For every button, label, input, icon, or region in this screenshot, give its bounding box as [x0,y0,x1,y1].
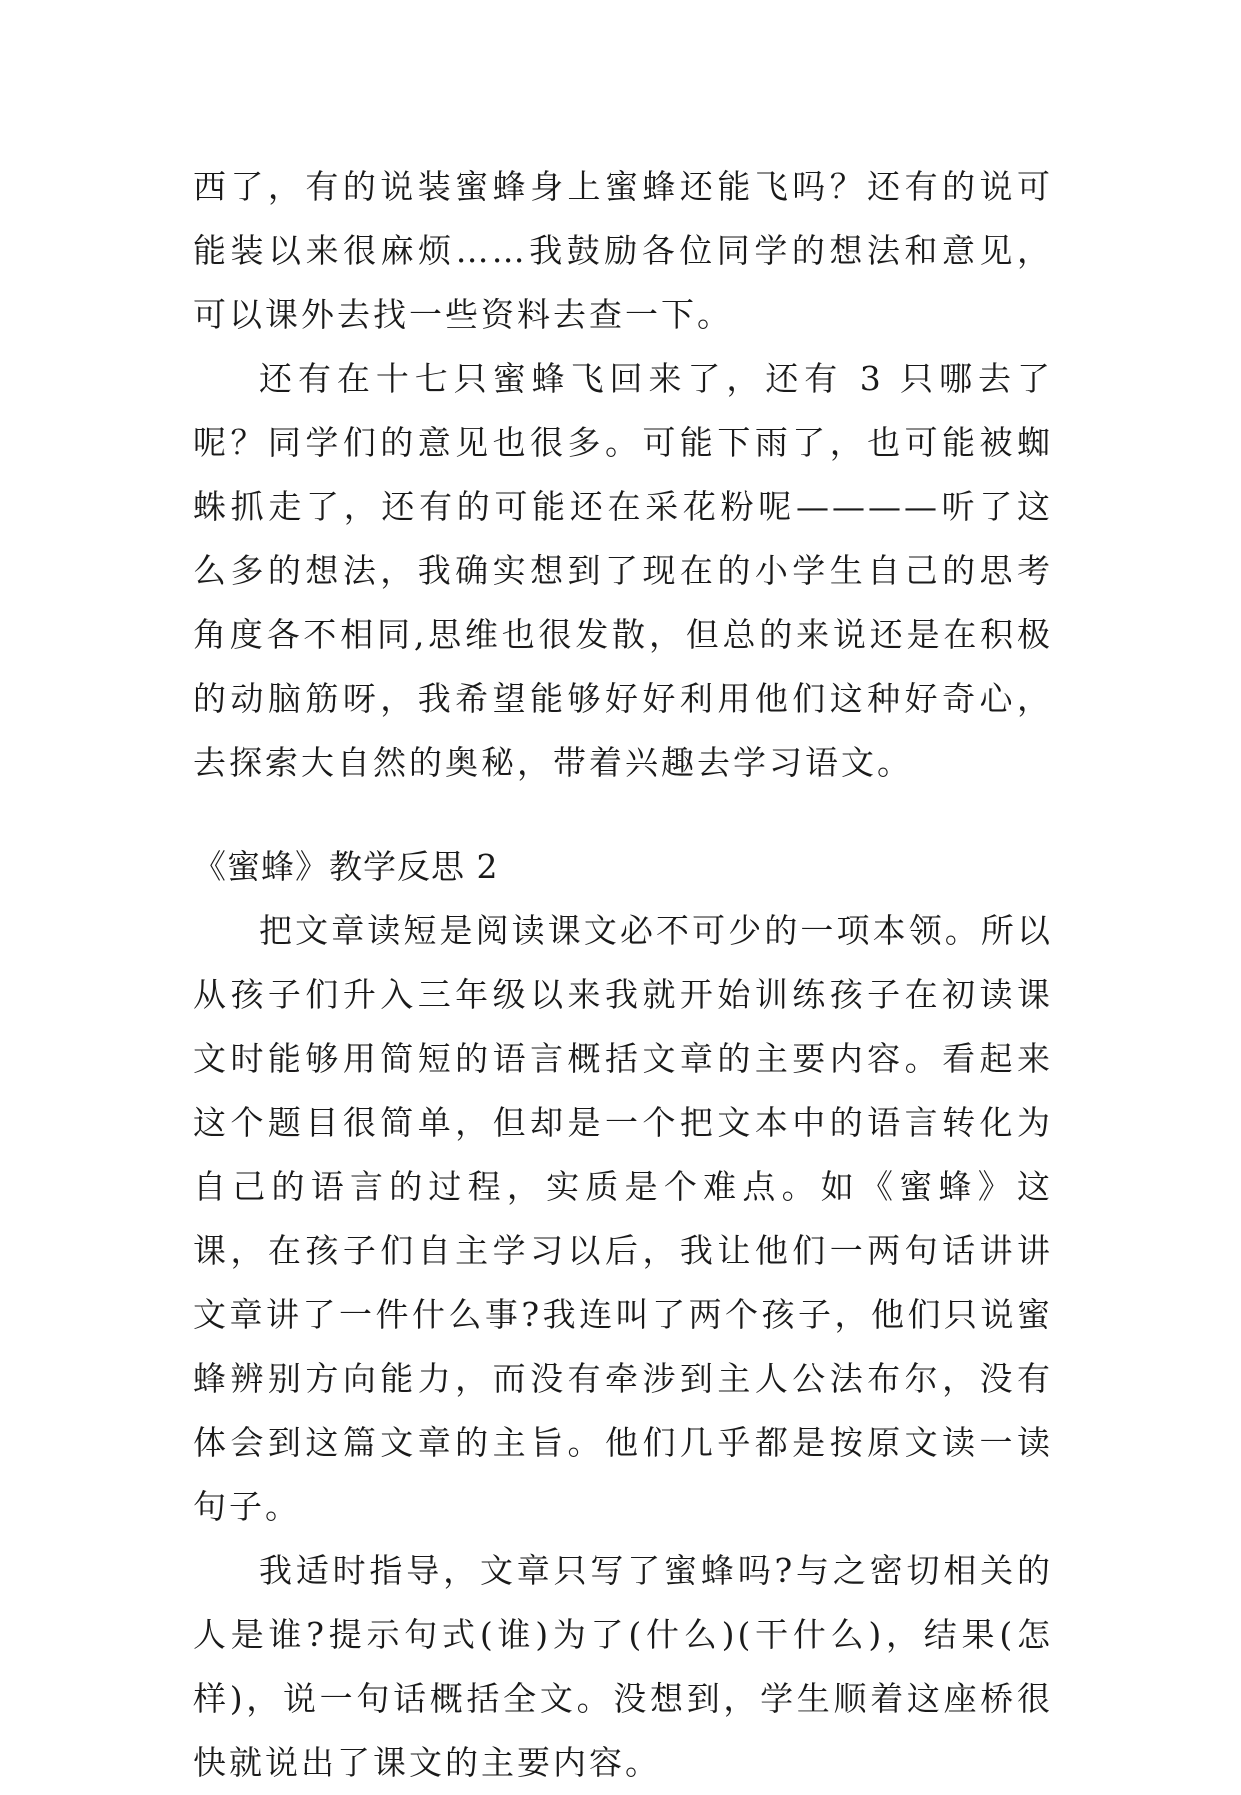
paragraph-summarize-text: 把文章读短是阅读课文必不可少的一项本领。所以从孩子们升入三年级以来我就开始训练孩子在初读课文时能够用简短的语言概括文章的主要内容。看起来这个题目很简单，但却是一个把文本中的语言转化为自己的语言的过程，实质是个难点。如《蜜蜂》这课，在孩子们自主学习以后，我让他们一两句话讲讲文章讲了一件什么事?我连叫了两个孩子，他们只说蜜蜂辨别方向能力，而没有牵涉到主人公法布尔，没有体会到这篇文章的主旨。他们几乎都是按原文读一读句子。 [193,911,1053,1526]
paragraph-continued: 西了，有的说装蜜蜂身上蜜蜂还能飞吗？还有的说可能装以来很麻烦……我鼓励各位同学的想法和意见，可以课外去找一些资料去查一下。 [193,167,1053,334]
section-title: 《蜜蜂》教学反思 2 [193,847,499,886]
document-page [193,155,1053,1795]
paragraph-guidance: 我适时指导，文章只写了蜜蜂吗?与之密切相关的人是谁?提示句式(谁)为了(什么)(干什么)，结果(怎样)，说一句话概括全文。没想到，学生顺着这座桥很快就说出了课文的主要内容。 [193,1551,1053,1782]
paragraph-seventeen-bees: 还有在十七只蜜蜂飞回来了，还有 3 只哪去了呢？同学们的意见也很多。可能下雨了，也可能被蜘蛛抓走了，还有的可能还在采花粉呢————听了这么多的想法，我确实想到了现在的小学生自己的思考角度各不相同,思维也很发散，但总的来说还是在积极的动脑筋呀，我希望能够好好利用他们这种好奇心，去探索大自然的奥秘，带着兴趣去学习语文。 [193,359,1053,782]
